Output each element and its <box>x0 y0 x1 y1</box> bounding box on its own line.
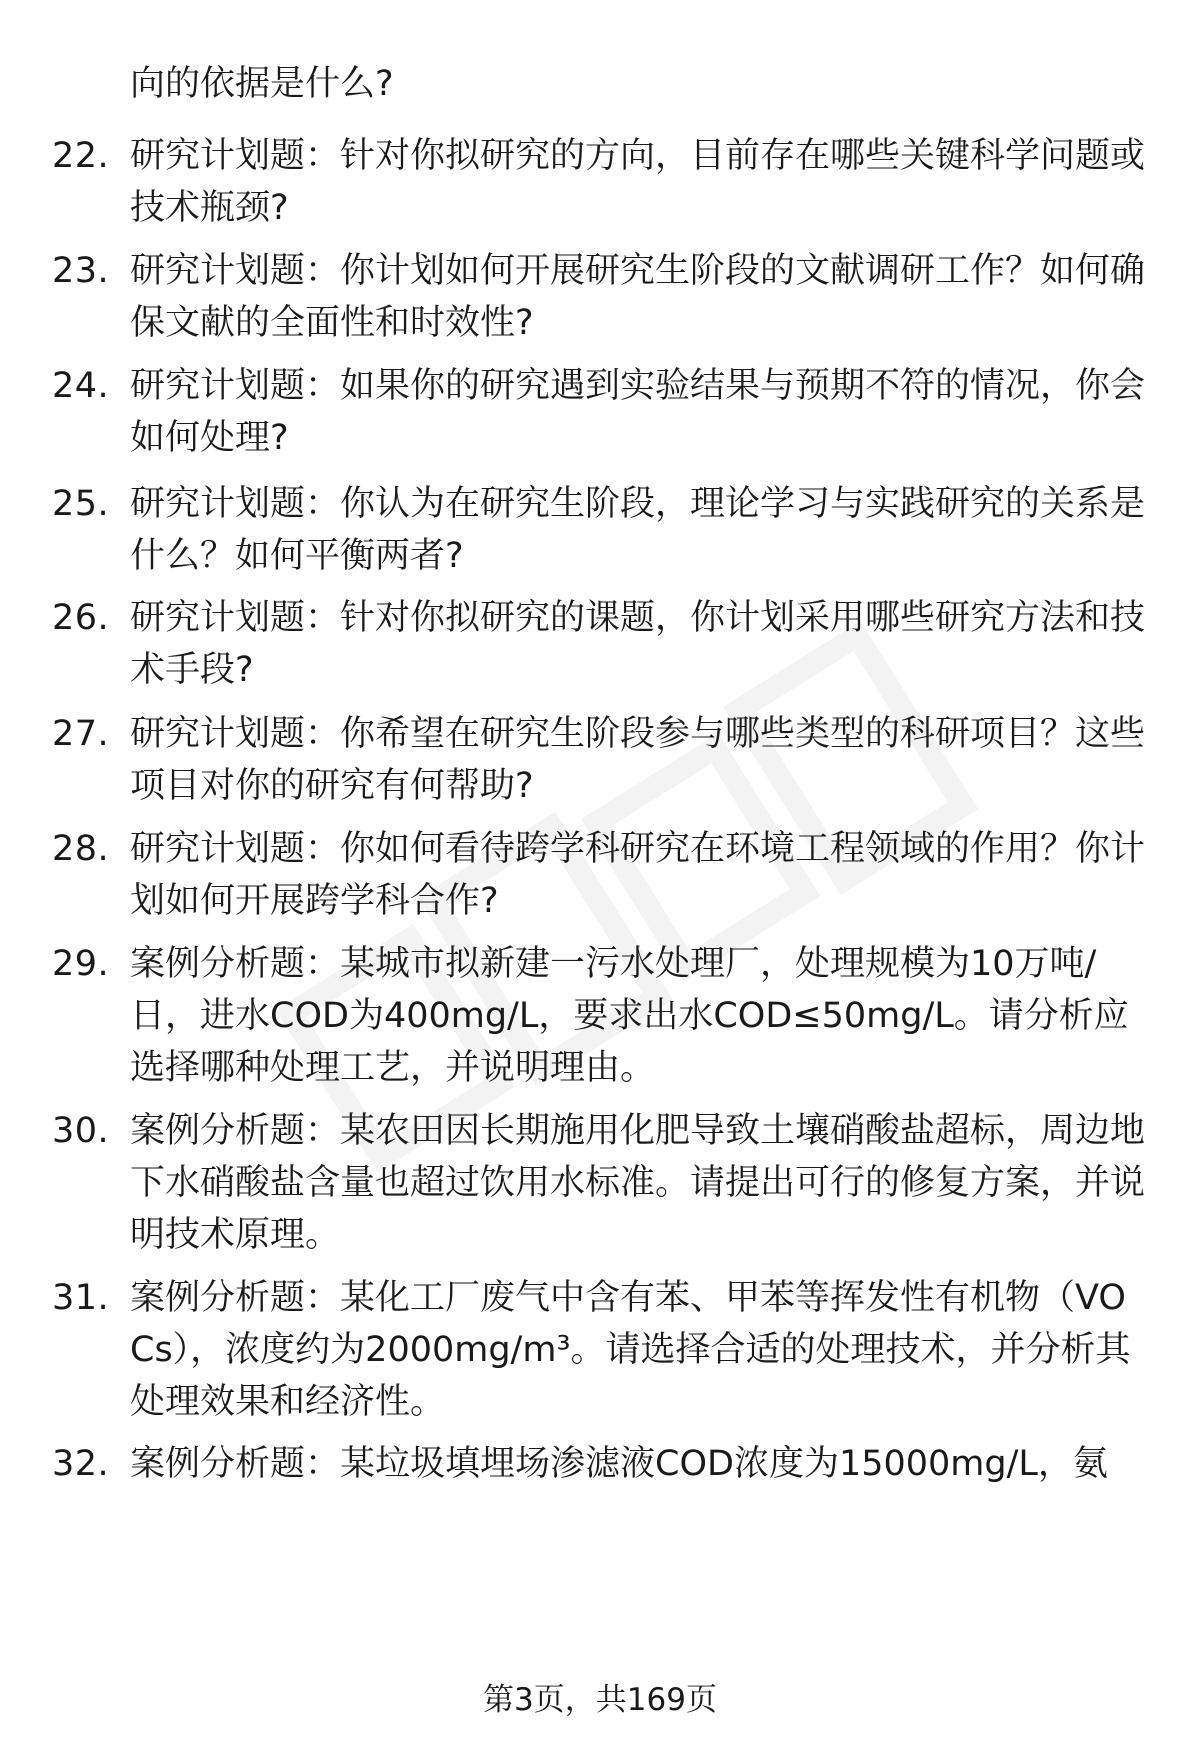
question-text: 研究计划题：针对你拟研究的课题，你计划采用哪些研究方法和技术手段? <box>130 598 1146 690</box>
question-number: 32. <box>52 1444 110 1484</box>
question-text: 案例分析题：某垃圾填埋场渗滤液COD浓度为15000mg/L，氨 <box>130 1444 1108 1484</box>
question-text: 案例分析题：某城市拟新建一污水处理厂，处理规模为10万吨/日，进水COD为400mg/L，要求出水COD≤50mg/L。请分析应选择哪种处理工艺，并说明理由。 <box>130 944 1129 1088</box>
question-text: 研究计划题：如果你的研究遇到实验结果与预期不符的情况，你会如何处理? <box>130 366 1146 458</box>
question-21-continuation: 向的依据是什么? <box>130 64 394 104</box>
question-number: 24. <box>52 366 110 406</box>
page-footer: 第3页，共169页 <box>483 1682 717 1718</box>
question-text: 研究计划题：你希望在研究生阶段参与哪些类型的科研项目？这些项目对你的研究有何帮助? <box>130 714 1146 806</box>
question-text: 研究计划题：你如何看待跨学科研究在环境工程领域的作用？你计划如何开展跨学科合作? <box>130 829 1146 921</box>
question-text: 研究计划题：你计划如何开展研究生阶段的文献调研工作？如何确保文献的全面性和时效性? <box>130 251 1146 343</box>
question-number: 28. <box>52 829 110 869</box>
question-number: 26. <box>52 598 110 638</box>
question-number: 23. <box>52 251 110 291</box>
question-number: 22. <box>52 136 110 176</box>
question-number: 27. <box>52 714 110 754</box>
question-number: 31. <box>52 1278 110 1318</box>
question-number: 25. <box>52 484 110 524</box>
question-number: 30. <box>52 1111 110 1151</box>
question-text: 案例分析题：某化工厂废气中含有苯、甲苯等挥发性有机物（VOCs），浓度约为2000mg/m³。请选择合适的处理技术，并分析其处理效果和经济性。 <box>130 1278 1131 1422</box>
question-text: 案例分析题：某农田因长期施用化肥导致土壤硝酸盐超标，周边地下水硝酸盐含量也超过饮用水标准。请提出可行的修复方案，并说明技术原理。 <box>130 1111 1146 1255</box>
question-text: 研究计划题：针对你拟研究的方向，目前存在哪些关键科学问题或技术瓶颈? <box>130 136 1146 228</box>
question-number: 29. <box>52 944 110 984</box>
question-text: 研究计划题：你认为在研究生阶段，理论学习与实践研究的关系是什么？如何平衡两者? <box>130 484 1146 576</box>
